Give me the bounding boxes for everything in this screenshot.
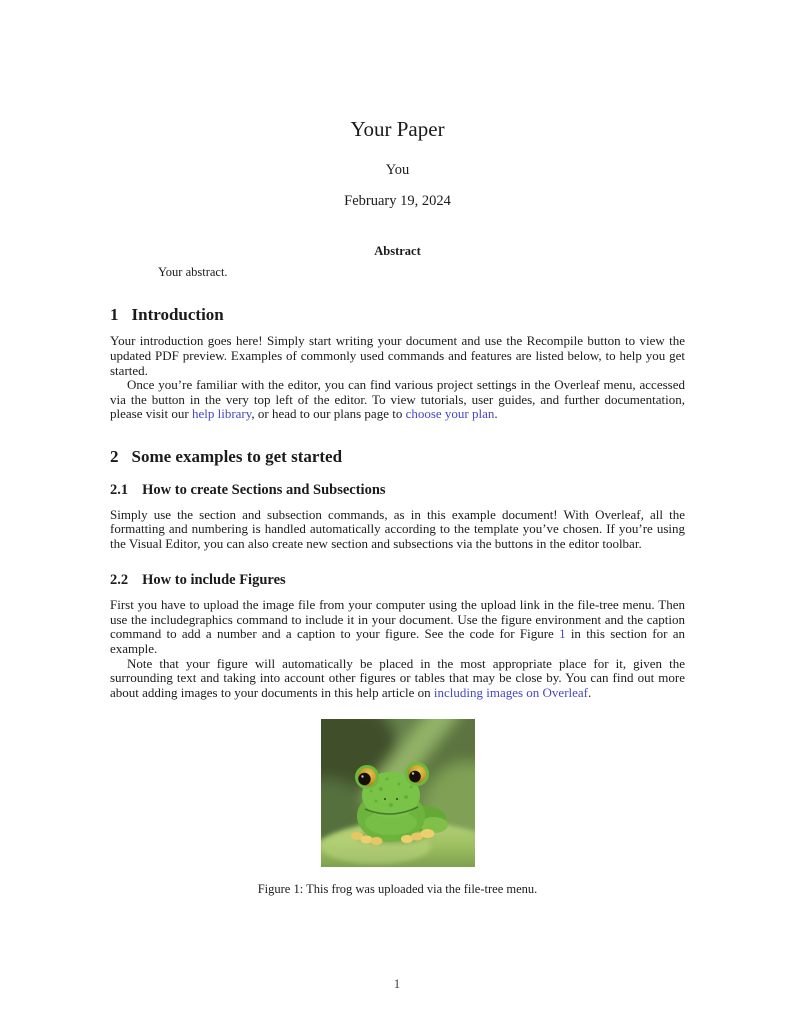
text-column bbox=[110, 0, 685, 897]
figures-paragraph-2 bbox=[110, 657, 685, 701]
link-figure-1-ref[interactable]: 1 bbox=[559, 626, 566, 642]
paragraph-text: First you have to upload the image file from your computer using the upload link in the file-tree menu. Then use the includegraphics command to include it in your document. Use the figure environment and the caption command to add a number and a caption to your figure. See the code for Figure bbox=[110, 597, 685, 642]
abstract-heading: Abstract bbox=[374, 244, 421, 259]
page-number: 1 bbox=[393, 977, 401, 991]
paragraph-text: , or head to our plans page to bbox=[251, 406, 406, 422]
paragraph-text: . bbox=[494, 406, 498, 422]
page-title: Your Paper bbox=[350, 117, 445, 141]
abstract-text: Your abstract. bbox=[158, 265, 228, 280]
figures-paragraph-1 bbox=[110, 598, 685, 656]
figure-1-frog-image bbox=[321, 719, 475, 867]
subsection-2-2-heading bbox=[110, 573, 685, 589]
subsection-2-1-heading bbox=[110, 483, 685, 499]
link-including-images-on-overleaf[interactable]: including images on Overleaf bbox=[433, 684, 589, 700]
title-block bbox=[110, 0, 685, 210]
author: You bbox=[385, 162, 410, 179]
section-2-number: 2 bbox=[110, 446, 119, 466]
section-2-title: Some examples to get started bbox=[131, 446, 343, 466]
figure-1-caption: Figure 1: This frog was uploaded via the file-tree menu. bbox=[257, 882, 538, 897]
paragraph-text: . bbox=[588, 684, 592, 700]
subsection-2-1-title: How to create Sections and Subsections bbox=[142, 481, 386, 498]
section-2-heading bbox=[110, 448, 685, 467]
paragraph-text: in this section for an example. bbox=[110, 626, 685, 657]
link-choose-your-plan[interactable]: choose your plan bbox=[405, 406, 495, 422]
section-1-heading bbox=[110, 306, 685, 325]
paragraph-text: Note that your figure will automatically be placed in the most appropriate place for it, given the surrounding text and taking into account other figures or tables that may be close by. You can find out more about adding images to your documents in this help article on bbox=[110, 655, 685, 700]
sections-paragraph-1: Simply use the section and subsection commands, as in this example document! With Overleaf, all the formatting and numbering is handled automatically according to the template you’ve chosen. If you’re using the Visual Editor, you can also create new section and subsections via the buttons in the editor toolbar. bbox=[110, 506, 685, 551]
subsection-2-1-number: 2.1 bbox=[110, 481, 129, 498]
section-1-title: Introduction bbox=[131, 304, 224, 324]
intro-paragraph-2 bbox=[110, 378, 685, 422]
subsection-2-2-title: How to include Figures bbox=[142, 572, 286, 589]
intro-paragraph-1: Your introduction goes here! Simply start writing your document and use the Recompile button to view the updated PDF preview. Examples of commonly used commands and features are listed below, to help you get started. bbox=[110, 333, 685, 378]
date: February 19, 2024 bbox=[344, 193, 451, 210]
link-help-library[interactable]: help library bbox=[191, 406, 252, 422]
section-1-number: 1 bbox=[110, 304, 119, 324]
figure-1 bbox=[110, 719, 685, 897]
paragraph-text: Once you’re familiar with the editor, you can find various project settings in the Overleaf menu, accessed via the button in the very top left of the editor. To view tutorials, user guides, and further documentation, please visit our bbox=[110, 377, 685, 422]
subsection-2-2-number: 2.2 bbox=[110, 572, 129, 589]
